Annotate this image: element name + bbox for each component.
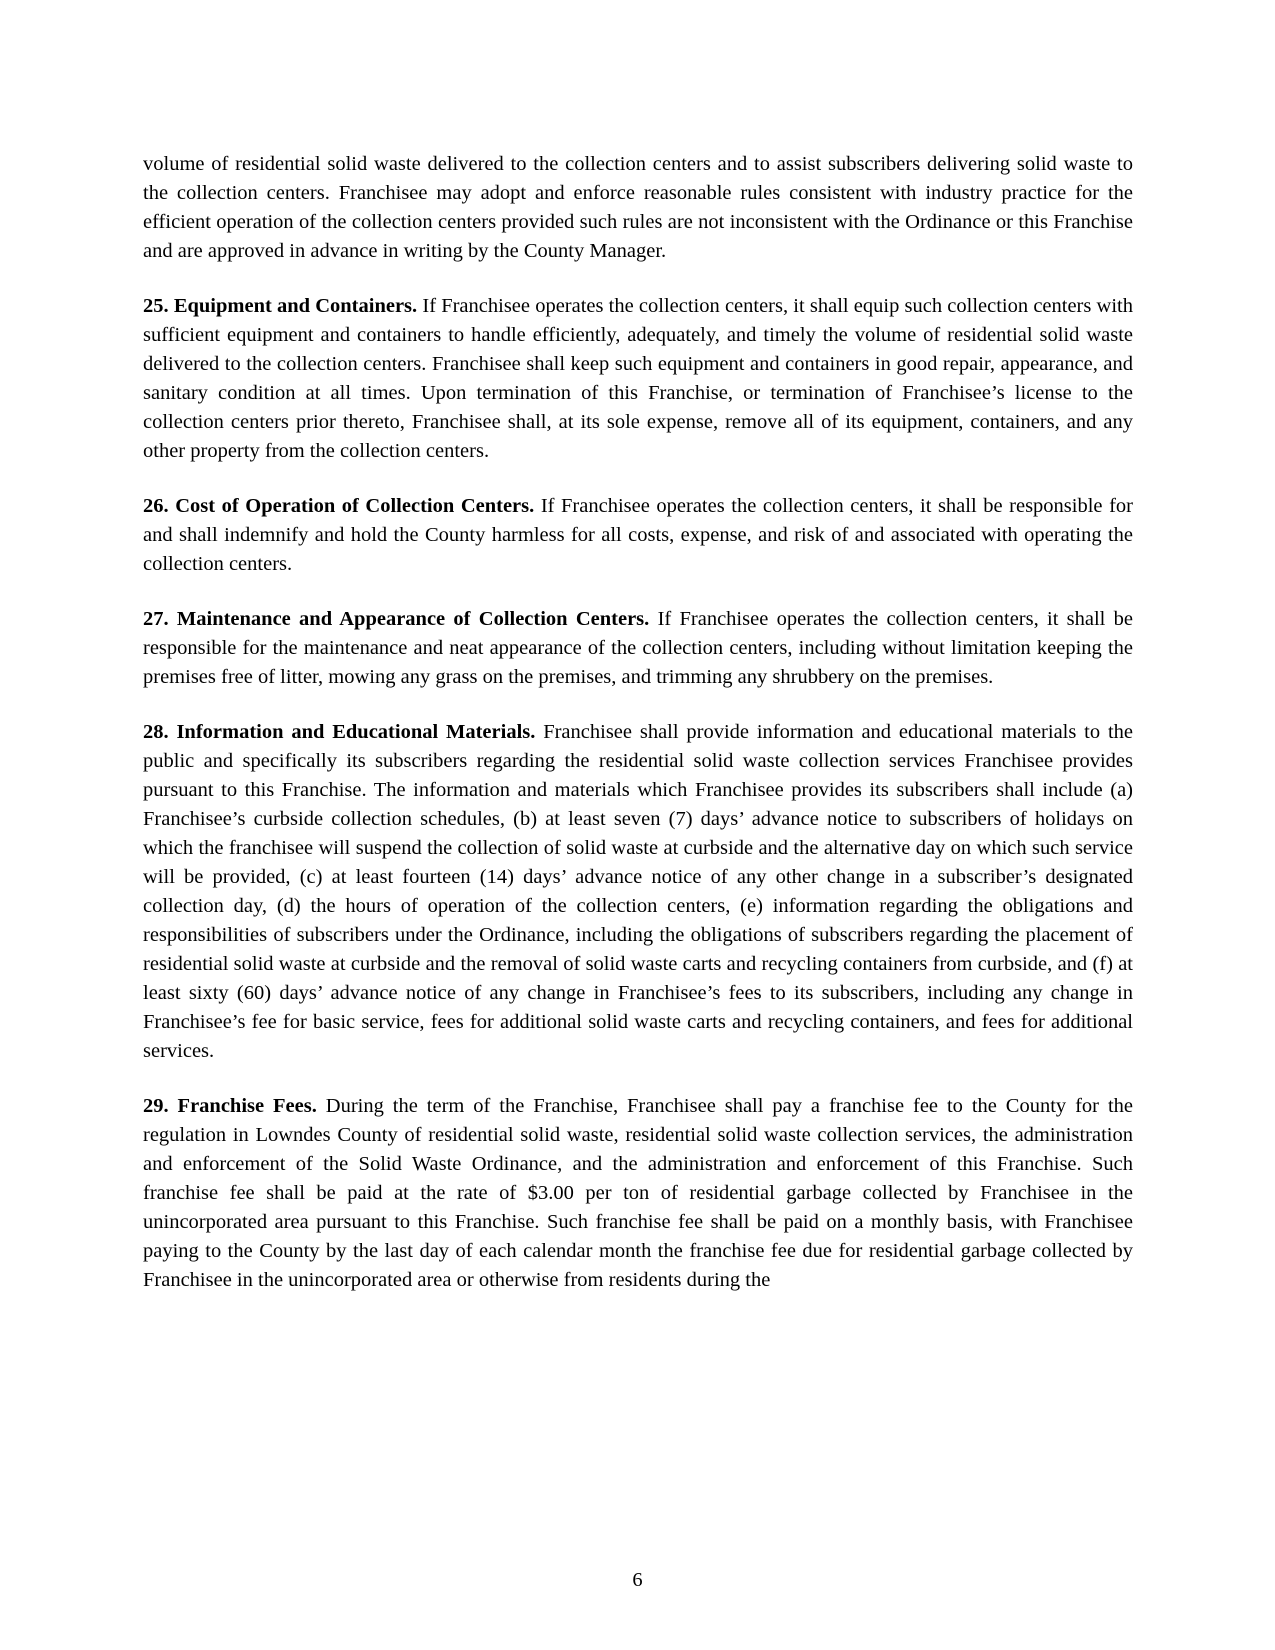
- paragraph-section-25: [143, 292, 1133, 466]
- section-heading-26: 26. Cost of Operation of Collection Centers.: [143, 495, 535, 517]
- section-heading-29: 29. Franchise Fees.: [143, 1095, 317, 1117]
- section-heading-28: 28. Information and Educational Materials.: [143, 721, 536, 743]
- paragraph-text: Franchisee shall provide information and educational materials to the public and specifically its subscribers regarding the residential solid waste collection services Franchisee provides pursuant to this Franchise. The information and materials which Franchisee provides its subscribers shall include (a) Franchisee’s curbside collection schedules, (b) at least seven (7) days’ advance notice to subscribers of holidays on which the franchisee will suspend the collection of solid waste at curbside and the alternative day on which such service will be provided, (c) at least fourteen (14) days’ advance notice of any other change in a subscriber’s designated collection day, (d) the hours of operation of the collection centers, (e) information regarding the obligations and responsibilities of subscribers under the Ordinance, including the obligations of subscribers regarding the placement of residential solid waste at curbside and the removal of solid waste carts and recycling containers from curbside, and (f) at least sixty (60) days’ advance notice of any change in Franchisee’s fees to its subscribers, including any change in Franchisee’s fee for basic service, fees for additional solid waste carts and recycling containers, and fees for additional services.: [143, 721, 1133, 1062]
- paragraph-text: volume of residential solid waste delivered to the collection centers and to assist subscribers delivering solid waste to the collection centers. Franchisee may adopt and enforce reasonable rules consistent with industry practice for the efficient operation of the collection centers provided such rules are not inconsistent with the Ordinance or this Franchise and are approved in advance in writing by the County Manager.: [143, 153, 1133, 262]
- paragraph-text: If Franchisee operates the collection centers, it shall be responsible for and shall indemnify and hold the County harmless for all costs, expense, and risk of and associated with operating the collection centers.: [143, 495, 1133, 575]
- paragraph-section-27: [143, 605, 1133, 692]
- section-heading-27: 27. Maintenance and Appearance of Collection Centers.: [143, 608, 650, 630]
- paragraph-section-29: [143, 1092, 1133, 1295]
- page-number: 6: [632, 1569, 643, 1591]
- section-heading-25: 25. Equipment and Containers.: [143, 295, 418, 317]
- paragraph-text: During the term of the Franchise, Franchisee shall pay a franchise fee to the County for the regulation in Lowndes County of residential solid waste, residential solid waste collection services, the administration and enforcement of the Solid Waste Ordinance, and the administration and enforcement of this Franchise. Such franchise fee shall be paid at the rate of $3.00 per ton of residential garbage collected by Franchisee in the unincorporated area pursuant to this Franchise. Such franchise fee shall be paid on a monthly basis, with Franchisee paying to the County by the last day of each calendar month the franchise fee due for residential garbage collected by Franchisee in the unincorporated area or otherwise from residents during the: [143, 1095, 1133, 1291]
- paragraph-section-26: [143, 492, 1133, 579]
- paragraph-text: If Franchisee operates the collection centers, it shall equip such collection centers with sufficient equipment and containers to handle efficiently, adequately, and timely the volume of residential solid waste delivered to the collection centers. Franchisee shall keep such equipment and containers in good repair, appearance, and sanitary condition at all times. Upon termination of this Franchise, or termination of Franchisee’s license to the collection centers prior thereto, Franchisee shall, at its sole expense, remove all of its equipment, containers, and any other property from the collection centers.: [143, 295, 1134, 462]
- document-body: [143, 150, 1133, 1295]
- paragraph-text: If Franchisee operates the collection centers, it shall be responsible for the maintenance and neat appearance of the collection centers, including without limitation keeping the premises free of litter, mowing any grass on the premises, and trimming any shrubbery on the premises.: [143, 608, 1134, 688]
- paragraph-section-28: [143, 718, 1133, 1066]
- paragraph-continuation: [143, 150, 1133, 266]
